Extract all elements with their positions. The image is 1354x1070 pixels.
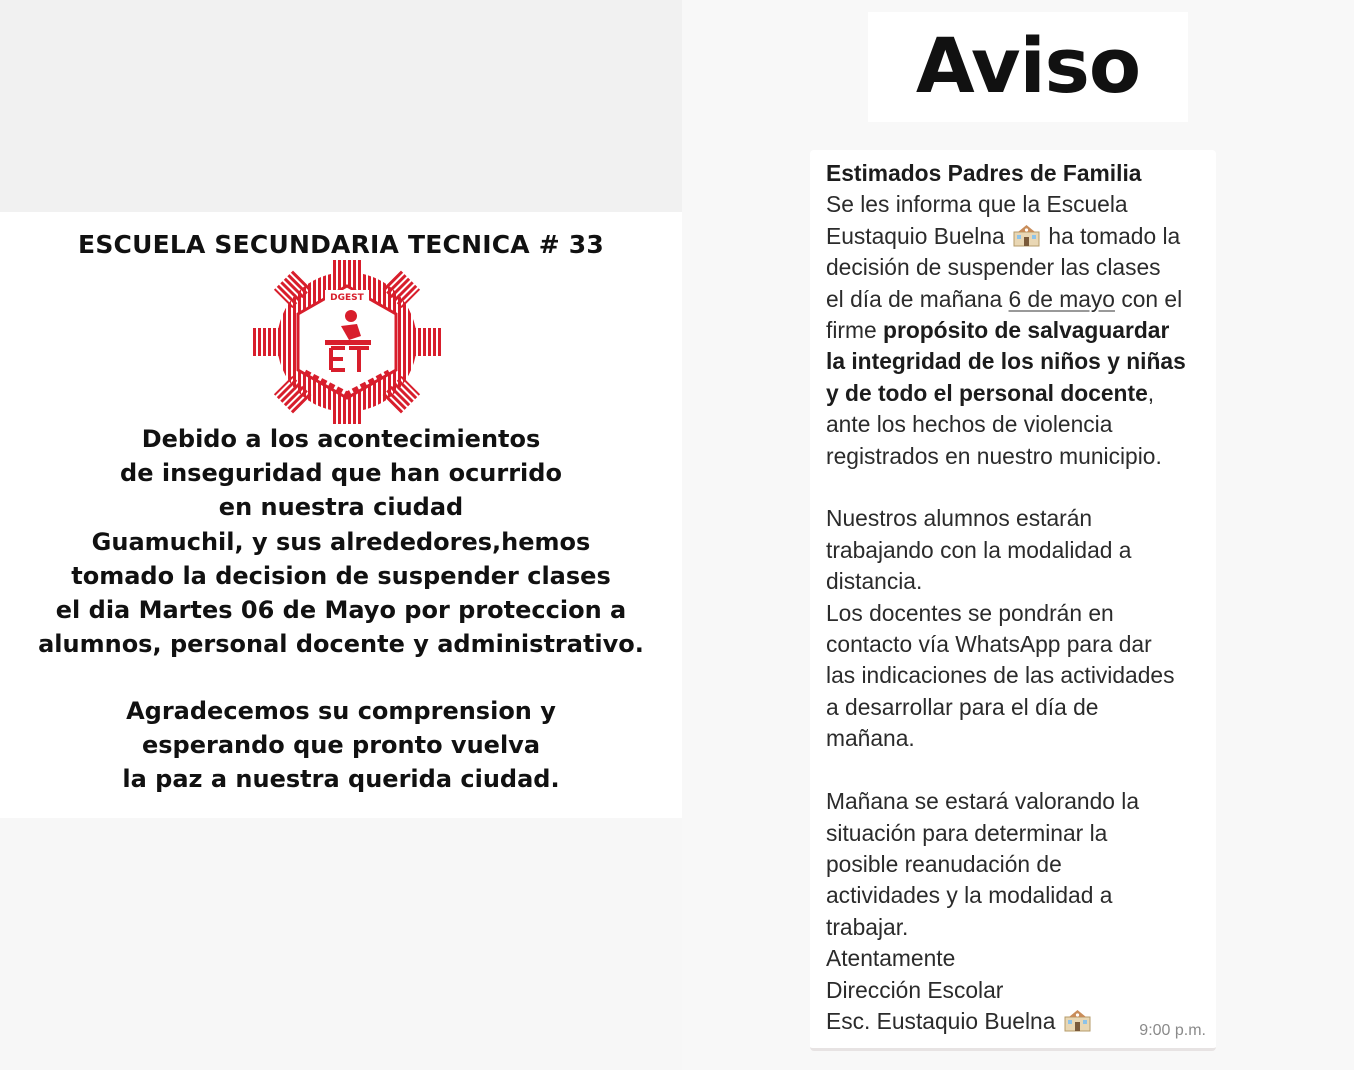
school-building-icon	[1013, 223, 1040, 247]
chat-message-bubble	[810, 150, 1216, 1051]
notice-line: de inseguridad que han ocurrido	[120, 459, 562, 488]
top-blank-band	[0, 0, 682, 212]
closing-line: esperando que pronto vuelva	[141, 731, 541, 760]
message-fragment: ,	[1147, 379, 1155, 406]
message-line: Dirección Escolar	[826, 976, 1004, 1003]
message-fragment: firme	[826, 317, 877, 344]
right-notice-image	[682, 0, 1354, 1070]
message-line: mañana.	[826, 725, 915, 752]
logo-text: DGEST	[330, 293, 364, 303]
message-fragment: el día de mañana	[826, 285, 1003, 312]
message-line: a desarrollar para el día de	[826, 693, 1099, 720]
paragraph-gap	[826, 755, 1216, 786]
message-line	[826, 284, 1216, 315]
date-link[interactable]: 6 de mayo	[1008, 285, 1115, 312]
message-bold: propósito de salvaguardar	[883, 317, 1170, 344]
message-fragment: ha tomado la	[1048, 222, 1181, 249]
school-notice-card	[0, 212, 682, 818]
dgest-gear-logo	[253, 260, 441, 424]
message-line: situación para determinar la	[826, 819, 1108, 846]
message-line	[826, 378, 1216, 409]
message-timestamp: 9:00 p.m.	[1139, 1022, 1206, 1039]
message-line: Los docentes se pondrán en	[826, 599, 1114, 626]
message-line: trabajar.	[826, 913, 909, 940]
message-line: Atentamente	[826, 945, 956, 972]
notice-body	[0, 422, 682, 661]
message-greeting: Estimados Padres de Familia	[826, 160, 1142, 186]
message-bold: la integridad de los niños y niñas	[826, 348, 1186, 375]
message-line	[826, 221, 1216, 252]
school-name: Eustaquio Buelna	[826, 222, 1005, 249]
message-fragment: con el	[1121, 285, 1183, 312]
notice-line: el dia Martes 06 de Mayo por proteccion a	[55, 596, 627, 625]
message-line: las indicaciones de las actividades	[826, 662, 1175, 689]
message-line: distancia.	[826, 568, 923, 595]
message-line: ante los hechos de violencia	[826, 411, 1113, 438]
message-line: trabajando con la modalidad a	[826, 536, 1132, 563]
aviso-title: Aviso	[915, 21, 1141, 110]
closing-line: la paz a nuestra querida ciudad.	[122, 765, 560, 794]
notice-line: en nuestra ciudad	[218, 493, 464, 522]
message-line: contacto vía WhatsApp para dar	[826, 631, 1152, 658]
message-line: Nuestros alumnos estarán	[826, 505, 1093, 532]
school-heading: ESCUELA SECUNDARIA TECNICA # 33	[78, 230, 604, 259]
message-line: actividades y la modalidad a	[826, 882, 1113, 909]
message-line: Mañana se estará valorando la	[826, 788, 1140, 815]
bottom-blank-band	[0, 818, 682, 1070]
message-text	[826, 158, 1216, 1037]
notice-line: Debido a los acontecimientos	[141, 425, 541, 453]
notice-line: tomado la decision de suspender clases	[71, 561, 611, 590]
message-line	[826, 315, 1216, 346]
message-line: Se les informa que la Escuela	[826, 191, 1128, 218]
message-line: posible reanudación de	[826, 850, 1062, 877]
message-line: decisión de suspender las clases	[826, 254, 1161, 281]
title-box	[868, 12, 1188, 122]
signature-text: Esc. Eustaquio Buelna	[826, 1007, 1056, 1034]
message-bold: y de todo el personal docente	[826, 379, 1148, 406]
paragraph-gap	[826, 472, 1216, 503]
notice-line: Guamuchil, y sus alrededores,hemos	[91, 527, 591, 556]
notice-closing	[0, 694, 682, 797]
closing-line: Agradecemos su comprension y	[126, 697, 556, 725]
school-building-icon	[1064, 1008, 1091, 1032]
notice-line: alumnos, personal docente y administrativo.	[38, 630, 644, 659]
message-line: registrados en nuestro municipio.	[826, 442, 1162, 469]
